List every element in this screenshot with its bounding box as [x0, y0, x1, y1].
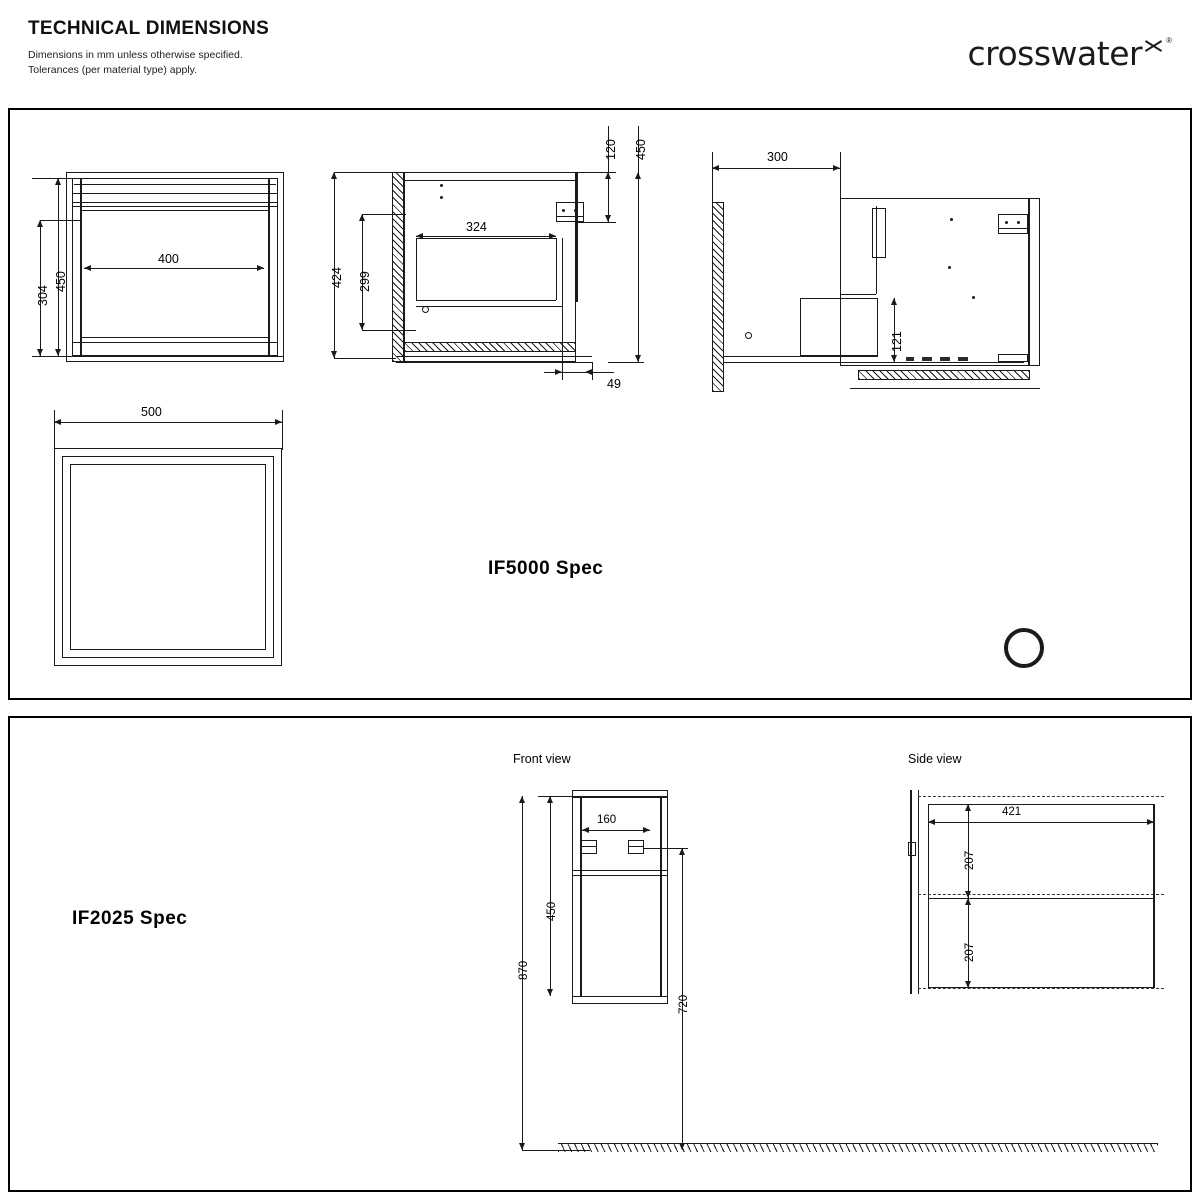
dim-arrow-304-top	[37, 220, 43, 227]
plan-view-inner-2	[70, 464, 266, 650]
dim-arrow-49-right	[585, 369, 592, 375]
dim-arrow-207a-top	[965, 804, 971, 811]
dim-arrow-121-top	[891, 298, 897, 305]
dim-arrow-450b-top	[635, 172, 641, 179]
ext-line-500-right	[282, 410, 283, 450]
dim-49: 49	[607, 377, 621, 391]
section-right-jamb	[576, 172, 578, 302]
dim-720: 720	[678, 994, 690, 1014]
front-view-door-panel	[80, 210, 270, 338]
ext-line-49-right	[592, 362, 593, 380]
side-view-wall-2	[918, 790, 919, 994]
dim-arrow-870-top	[519, 796, 525, 803]
right-view-block-2	[922, 357, 932, 361]
section-hole-circle	[422, 306, 429, 313]
dim-line-500	[54, 422, 282, 423]
dim-299: 299	[358, 271, 372, 292]
front-view-split-line-2	[72, 206, 278, 207]
ext-line-mid-1	[40, 220, 80, 221]
right-view-block-3	[940, 357, 950, 361]
dim-870: 870	[518, 960, 530, 980]
side-view-dash-mid	[918, 894, 1164, 895]
section-drawer-bottom	[416, 300, 556, 301]
dim-arrow-299-bottom	[359, 323, 365, 330]
dim-line-121	[894, 298, 895, 362]
right-view-rail-2	[724, 362, 1024, 363]
front-view-plinth-line	[72, 342, 278, 343]
if2025-front-split	[572, 870, 668, 871]
if2025-front-body	[572, 790, 668, 1004]
right-view-bracket-line	[998, 228, 1028, 229]
dim-arrow-421-left	[928, 819, 935, 825]
dim-line-300	[712, 168, 840, 169]
section-bracket	[556, 202, 584, 222]
dim-arrow-450b-bottom	[635, 355, 641, 362]
dim-line-400	[84, 268, 264, 269]
right-view-block-1	[906, 357, 914, 361]
section-drawer-top	[416, 238, 556, 239]
dim-arrow-207a-bottom	[965, 891, 971, 898]
panel-if5000	[8, 108, 1192, 700]
dim-line-450a	[58, 178, 59, 356]
dim-120: 120	[604, 139, 618, 160]
front-view-split-line	[72, 202, 278, 203]
ext-line-500-left	[54, 410, 55, 450]
dim-line-450b	[638, 126, 639, 362]
dim-arrow-300-right	[833, 165, 840, 171]
dim-arrow-160-right	[643, 827, 650, 833]
right-view-foot	[998, 354, 1028, 362]
right-view-bracket-dot-2	[1017, 221, 1020, 224]
dim-300: 300	[767, 150, 788, 164]
dim-arrow-324-right	[549, 233, 556, 239]
front-view-label: Front view	[513, 752, 571, 766]
dim-arrow-120-bottom	[605, 215, 611, 222]
side-view-dash-top	[918, 796, 1164, 797]
dim-304: 304	[36, 285, 50, 306]
side-view-right-edge	[1154, 804, 1155, 988]
side-view-label: Side view	[908, 752, 962, 766]
dim-arrow-450a-top	[55, 178, 61, 185]
dim-450-section: 450	[634, 139, 648, 160]
section-wall-hatch	[392, 172, 404, 362]
dim-arrow-121-bottom	[891, 355, 897, 362]
front-view-right-jamb	[268, 178, 270, 356]
side-view-wall	[910, 790, 912, 994]
front-view-band-line	[74, 184, 276, 185]
dim-arrow-49-left	[555, 369, 562, 375]
spec-label-if5000: IF5000 Spec	[488, 558, 604, 579]
ext-line-450c-top	[538, 796, 574, 797]
right-view-block-4	[958, 357, 968, 361]
side-view-dash-bottom	[918, 988, 1164, 989]
if2025-front-split-2	[572, 875, 668, 876]
right-view-dot-3	[972, 296, 975, 299]
registered-mark: ®	[1166, 36, 1172, 45]
dim-500: 500	[141, 405, 162, 419]
dim-arrow-450a-bottom	[55, 349, 61, 356]
dim-line-160	[582, 830, 650, 831]
dim-line-324	[416, 236, 556, 237]
ext-line-120-bottom	[576, 222, 616, 223]
right-view-plinth-hatch	[858, 370, 1030, 380]
right-view-dot-2	[948, 266, 951, 269]
right-view-inner-h	[840, 294, 876, 295]
header-note-line-2: Tolerances (per material type) apply.	[28, 64, 198, 76]
ext-line-299-bottom	[362, 330, 416, 331]
dim-arrow-400-right	[257, 265, 264, 271]
ext-line-300-left	[712, 152, 713, 204]
dim-arrow-450c-bottom	[547, 989, 553, 996]
dim-arrow-120-top	[605, 172, 611, 179]
dim-324: 324	[466, 220, 487, 234]
right-view-drawer	[800, 298, 878, 356]
ext-line-300-right	[840, 152, 841, 202]
if2025-front-top-cap	[572, 796, 668, 798]
dim-arrow-299-top	[359, 214, 365, 221]
section-bracket-line	[556, 216, 584, 217]
brand-name: crosswater	[967, 34, 1143, 73]
dim-arrow-207b-bottom	[965, 981, 971, 988]
ext-line-450b-bottom	[608, 362, 644, 363]
dim-arrow-207b-top	[965, 898, 971, 905]
dim-arrow-424-top	[331, 172, 337, 179]
if2025-hinge-right-line	[628, 846, 644, 847]
dim-421: 421	[1002, 806, 1022, 818]
right-view-bracket-dot-1	[1005, 221, 1008, 224]
section-dot-1	[440, 184, 443, 187]
dim-arrow-424-bottom	[331, 351, 337, 358]
ext-line-bottom-1	[32, 356, 78, 357]
dim-arrow-160-left	[582, 827, 589, 833]
right-view-dot-1	[950, 218, 953, 221]
section-drawer-left	[416, 238, 417, 300]
dim-line-450c	[550, 796, 551, 996]
page-title: TECHNICAL DIMENSIONS	[28, 18, 270, 39]
front-view-left-jamb	[80, 178, 82, 356]
right-view-wall-hatch	[712, 202, 724, 392]
right-view-bottom-line	[850, 388, 1040, 389]
dim-arrow-450c-top	[547, 796, 553, 803]
right-view-right-jamb	[1028, 198, 1030, 366]
section-bracket-dot-1	[562, 209, 565, 212]
dim-424: 424	[330, 267, 344, 288]
dim-arrow-500-left	[54, 419, 61, 425]
spec-label-if2025: IF2025 Spec	[72, 908, 188, 929]
side-view-bracket	[908, 842, 916, 856]
brand-logo	[968, 34, 1173, 73]
dim-arrow-720-top	[679, 848, 685, 855]
front-view-base-line	[66, 356, 284, 357]
front-view-top-band	[72, 178, 278, 194]
section-drawer-base	[416, 306, 562, 307]
dim-207-upper: 207	[964, 850, 976, 870]
dim-arrow-324-left	[416, 233, 423, 239]
dim-line-424	[334, 172, 335, 358]
if2025-hinge-left-line	[581, 846, 597, 847]
section-dot-2	[440, 196, 443, 199]
ext-line-424-top	[334, 172, 396, 173]
right-view-hole	[745, 332, 752, 339]
dim-arrow-300-left	[712, 165, 719, 171]
if2025-front-base	[572, 996, 668, 997]
section-drawer-face	[562, 238, 563, 310]
circle-mark-icon	[1004, 628, 1044, 668]
dim-207-lower: 207	[964, 942, 976, 962]
x-icon	[1140, 39, 1166, 69]
dim-400: 400	[158, 252, 179, 266]
panel-if2025	[8, 716, 1192, 1192]
ext-line-49-left	[562, 310, 563, 380]
section-body-outline	[404, 172, 576, 362]
section-drawer-right	[556, 238, 557, 300]
side-view-mid-shelf	[928, 898, 1154, 899]
ext-line-299-top	[362, 214, 406, 215]
side-view-body	[928, 804, 1154, 988]
if2025-hinge-right	[628, 840, 644, 854]
dim-arrow-400-left	[84, 265, 91, 271]
dim-160: 160	[597, 814, 617, 826]
if2025-hinge-left	[581, 840, 597, 854]
section-top-line	[404, 180, 576, 181]
dim-121: 121	[890, 331, 904, 352]
ext-line-424-bottom	[334, 358, 396, 359]
if2025-front-left-jamb	[580, 796, 582, 996]
right-view-rail	[724, 356, 878, 357]
header-note-line-1: Dimensions in mm unless otherwise specified.	[28, 49, 243, 61]
dim-arrow-421-right	[1147, 819, 1154, 825]
floor-hatch	[558, 1143, 1158, 1152]
dim-450-if2025: 450	[546, 901, 558, 921]
right-view-bracket	[998, 214, 1028, 234]
dim-line-421	[928, 822, 1154, 823]
dim-arrow-500-right	[275, 419, 282, 425]
right-view-slot	[872, 208, 886, 258]
dim-arrow-870-bottom	[519, 1143, 525, 1150]
section-plinth-hatch	[404, 342, 576, 352]
dim-450-front: 450	[54, 271, 68, 292]
dim-arrow-304-bottom	[37, 349, 43, 356]
if2025-front-right-jamb	[660, 796, 662, 996]
